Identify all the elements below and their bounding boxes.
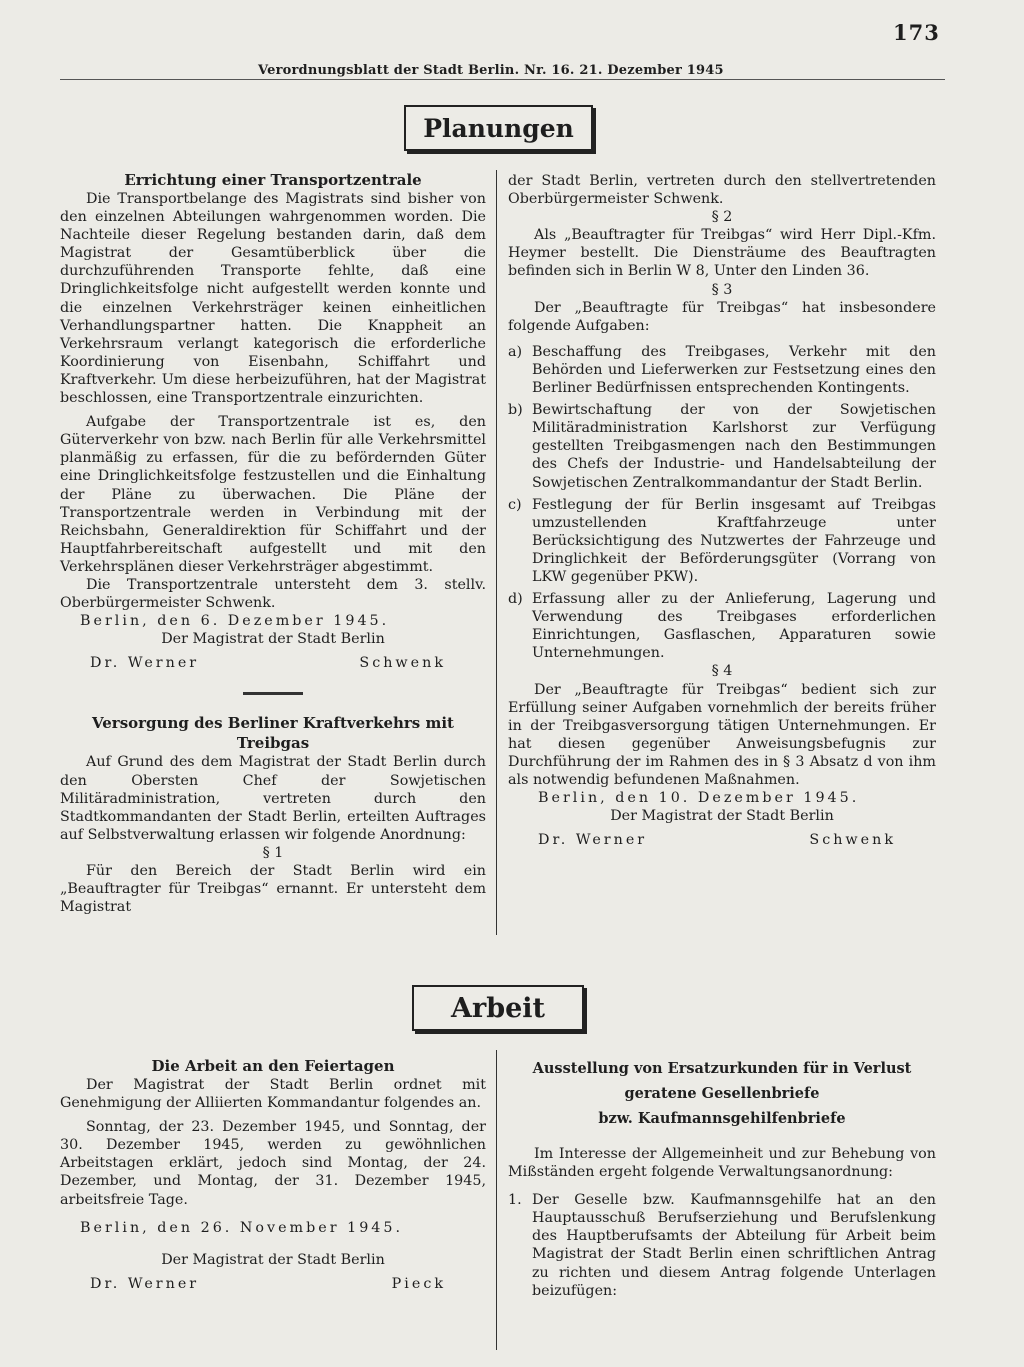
header-rule	[60, 79, 945, 80]
article-title: bzw. Kaufmannsgehilfenbriefe	[598, 1110, 846, 1127]
signature-right: Pieck	[391, 1275, 446, 1292]
article-title: Versorgung des Berliner Kraftverkehrs mit Treibgas	[92, 714, 454, 753]
paragraph: Für den Bereich der Stadt Berlin wird ein „Beauftragter für Treibgas“ ernannt. Er untersteht dem Magistrat	[60, 863, 486, 916]
column-divider	[496, 1050, 497, 1350]
article-title: Die Arbeit an den Feiertagen	[151, 1057, 395, 1075]
paragraph: Der „Beauftragte für Treibgas“ bedient sich zur Erfüllung seiner Aufgaben vornehmlich der bereits früher in der Treibgasversorgung tätigen Unternehmungen. Er hat diesen gegenüber Anweisungsbefugnis zur Durchführung der im Rahmen des in § 3 Absatz d von ihm als notwendig befundenen Maßnahmen.	[508, 681, 936, 788]
signatures	[60, 654, 486, 672]
place-date: Berlin, den 10. Dezember 1945.	[538, 790, 860, 807]
list-item-marker: b)	[508, 402, 523, 419]
place-date: Berlin, den 26. November 1945.	[80, 1219, 404, 1236]
page-number: 173	[893, 20, 940, 45]
paragraph: Aufgabe der Transportzentrale ist es, den Güterverkehr von bzw. nach Berlin für alle Verkehrsmittel planmäßig zu erfassen, für die zu befördernden Güter eine Dringlichkeitsfolge festzustellen und die Einhaltung der Pläne zu überwachen. Die Pläne der Transportzentrale werden in Verbindung mit der Reichsbahn, Generaldirektion für Schiffahrt und der Hauptfahrbereitschaft aufgestellt und mit den Verkehrsplänen dieser Verkehrsträger abgestimmt.	[60, 414, 486, 575]
separator	[243, 692, 303, 695]
list-item-text: Bewirtschaftung der von der Sowjetischen Militäradministration Karlshorst zur Verfügung gestellten Treibgasmengen nach den Bestimmungen des Chefs der Industrie- und Handelsabteilung der Sowjetischen Zentralkommandantur der Stadt Berlin.	[532, 402, 936, 491]
paragraph: der Stadt Berlin, vertreten durch den stellvertretenden Oberbürgermeister Schwenk.	[508, 173, 936, 208]
article-title: geratene Gesellenbriefe	[624, 1085, 820, 1102]
paragraph: Sonntag, der 23. Dezember 1945, und Sonntag, der 30. Dezember 1945, werden zu gewöhnlichen Arbeitstagen erklärt, jedoch sind Montag, der 24. Dezember, und Montag, der 31. Dezember 1945, arbeitsfreie Tage.	[60, 1119, 486, 1208]
paragraph: Im Interesse der Allgemeinheit und zur Behebung von Mißständen ergeht folgende Verwaltungsanordnung:	[508, 1146, 936, 1181]
list-item-text: Der Geselle bzw. Kaufmannsgehilfe hat an den Hauptausschuß Berufserziehung und Berufslenkung des Hauptberufsamts der Abteilung für Arbeit beim Magistrat der Stadt Berlin einen schriftlichen Antrag zu richten und diesem Antrag folgende Unterlagen beizufügen:	[532, 1192, 936, 1299]
planungen-left-column	[60, 170, 486, 916]
article-title: Errichtung einer Transportzentrale	[124, 171, 422, 189]
list-item-text: Erfassung aller zu der Anlieferung, Lagerung und Verwendung des Treibgases erforderlichen Einrichtungen, Gasflaschen, Apparaturen sowie Unternehmungen.	[532, 591, 936, 662]
section-sign: § 2	[711, 209, 733, 226]
list-item-text: Festlegung der für Berlin insgesamt auf Treibgas umzustellenden Kraftfahrzeuge unter Berücksichtigung des Nutzwertes der Fahrzeuge und Dringlichkeit der Beförderungsgüter (Vorrang von LKW gegenüber PKW).	[532, 496, 936, 585]
section-heading-arbeit: Arbeit	[412, 985, 584, 1031]
section-sign: § 4	[711, 663, 733, 680]
section-sign: § 3	[711, 281, 733, 298]
paragraph: Auf Grund des dem Magistrat der Stadt Berlin durch den Obersten Chef der Sowjetischen Militäradministration, vertreten durch den Stadtkommandanten der Stadt Berlin, erteilten Auftrages auf Selbstverwaltung erlassen wir folgende Anordnung:	[60, 754, 486, 843]
list-item	[508, 343, 936, 397]
column-divider	[496, 170, 497, 935]
place-date: Berlin, den 6. Dezember 1945.	[80, 613, 390, 630]
arbeit-right-column	[508, 1056, 936, 1300]
list-item-marker: c)	[508, 496, 522, 513]
list-item	[508, 1191, 936, 1300]
signer: Der Magistrat der Stadt Berlin	[610, 808, 834, 825]
paragraph: Der „Beauftragte für Treibgas“ hat insbesondere folgende Aufgaben:	[508, 299, 936, 334]
paragraph: Die Transportbelange des Magistrats sind bisher von den einzelnen Abteilungen wahrgenommen worden. Die Nachteile dieser Regelung bestanden darin, daß dem Magistrat der Gesamtüberblick über die durchzuführenden Transporte fehlte, daß eine Dringlichkeitsfolge nicht aufgestellt werden konnte und die einzelnen Verkehrsträger keinen einheitlichen Verhandlungspartner hatten. Die Knappheit an Verkehrsraum verlangt kategorisch die erforderliche Koordinierung von Eisenbahn, Schiffahrt und Kraftverkehr. Um diese herbeizuführen, hat der Magistrat beschlossen, eine Transportzentrale einzurichten.	[60, 191, 486, 407]
paragraph: Als „Beauftragter für Treibgas“ wird Herr Dipl.-Kfm. Heymer bestellt. Die Diensträume des Beauftragten befinden sich in Berlin W 8, Unter den Linden 36.	[508, 227, 936, 280]
list-item	[508, 401, 936, 491]
signature-left: Dr. Werner	[90, 655, 200, 672]
signatures	[508, 831, 936, 849]
signature-right: Schwenk	[809, 832, 896, 849]
planungen-right-column	[508, 172, 936, 849]
signer: Der Magistrat der Stadt Berlin	[161, 1251, 385, 1268]
list-item-marker: a)	[508, 343, 523, 360]
running-header: Verordnungsblatt der Stadt Berlin. Nr. 16. 21. Dezember 1945	[258, 63, 724, 78]
list-item-marker: d)	[508, 591, 523, 608]
list-item-marker: 1.	[508, 1192, 522, 1209]
signature-right: Schwenk	[359, 655, 446, 672]
list-item	[508, 496, 936, 586]
signer: Der Magistrat der Stadt Berlin	[161, 631, 385, 648]
list-item	[508, 590, 936, 662]
signatures	[60, 1275, 486, 1293]
section-sign: § 1	[262, 844, 284, 861]
paragraph: Die Transportzentrale untersteht dem 3. stellv. Oberbürgermeister Schwenk.	[60, 576, 486, 612]
arbeit-left-column	[60, 1056, 486, 1293]
list-item-text: Beschaffung des Treibgases, Verkehr mit den Behörden und Lieferwerken zur Festsetzung eines den Berliner Bedürfnissen entsprechenden Kontingents.	[532, 343, 936, 397]
signature-left: Dr. Werner	[90, 1275, 200, 1292]
paragraph: Der Magistrat der Stadt Berlin ordnet mit Genehmigung der Alliierten Kommandantur folgendes an.	[60, 1077, 486, 1112]
article-title: Ausstellung von Ersatzurkunden für in Verlust	[532, 1060, 912, 1077]
signature-left: Dr. Werner	[538, 832, 648, 849]
section-heading-planungen: Planungen	[404, 105, 593, 151]
